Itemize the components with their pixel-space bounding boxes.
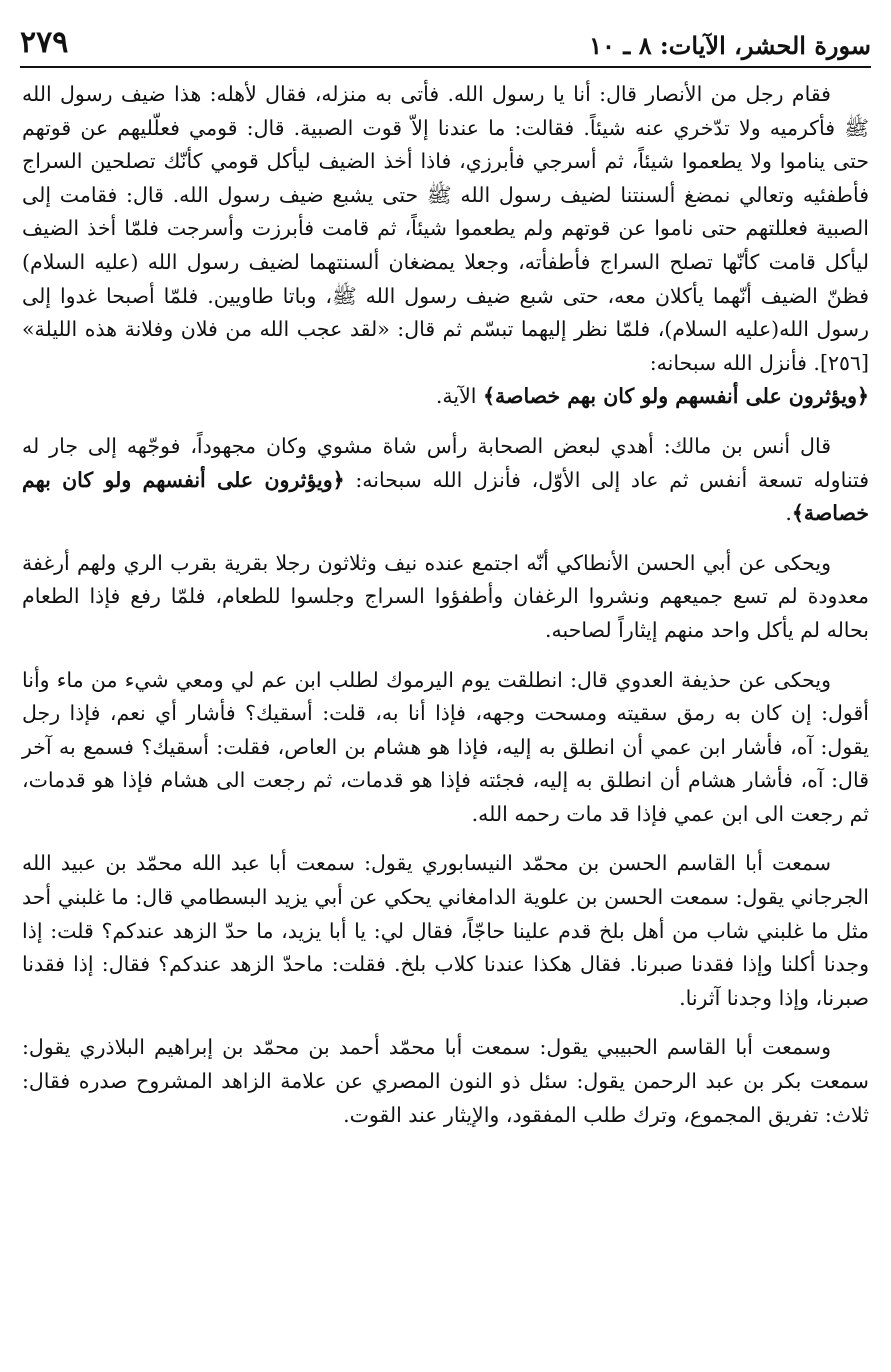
running-header — [20, 20, 871, 60]
paragraph-5 — [22, 847, 869, 1015]
paragraph-5-text: سمعت أبا القاسم الحسن بن محمّد النيسابوري يقول: سمعت أبا عبد الله محمّد بن عبيد الله الجرجاني يقول: سمعت الحسن بن علوية الدامغاني يحكي عن أبي يزيد البسطامي قال: ما غلبني أحد مثل ما غلبني شاب من أهل بلخ قدم علينا حاجّاً، فقال لي: يا أبا يزيد، ما حدّ الزهد عندكم؟ قلت: إذا وجدنا أكلنا وإذا فقدنا صبرنا. فقال هكذا عندنا كلاب بلخ. فقلت: ماحدّ الزهد عندكم؟ فقال: إذا فقدنا صبرنا، وإذا وجدنا آثرنا. — [22, 851, 869, 1010]
paragraph-3 — [22, 547, 869, 648]
page-number: ٢٧٩ — [20, 25, 69, 60]
paragraph-2-text: قال أنس بن مالك: أهدي لبعض الصحابة رأس شاة مشوي وكان مجهوداً، فوجّهه إلى جار له فتناوله تسعة أنفس ثم عاد إلى الأوّل، فأنزل الله سبحانه: — [22, 433, 870, 492]
paragraph-6-text: وسمعت أبا القاسم الحبيبي يقول: سمعت أبا محمّد أحمد بن محمّد بن إبراهيم البلاذري يقول: سمعت بكر بن عبد الرحمن يقول: سئل ذو النون المصري عن علامة الزاهد المشروح صدره فقال: ثلاث: تفريق المجموع، وترك طلب المفقود، والإيثار عند القوت. — [22, 1035, 869, 1127]
paragraph-4-text: ويحكى عن حذيفة العدوي قال: انطلقت يوم اليرموك لطلب ابن عم لي ومعي شيء من ماء وأنا أقول: إن كان به رمق سقيته ومسحت وجهه، فإذا أنا به، قلت: أسقيك؟ فأشار أي نعم، فإذا رجل يقول: آه، فأشار ابن عمي أن انطلق به إليه، فإذا هو هشام بن العاص، فقلت: أسقيك؟ فسمع به آخر قال: آه، فأشار هشام أن انطلق به إليه، فجئته فإذا هو قدمات، ثم رجعت الى هشام فإذا هو قدمات، ثم رجعت الى ابن عمي فإذا قد مات رحمه الله. — [22, 667, 869, 826]
paragraph-4 — [22, 664, 869, 832]
chapter-title: سورة الحشر، الآيات: ٨ ـ ١٠ — [589, 31, 871, 60]
header-rule — [20, 66, 871, 68]
paragraph-1-text: فقام رجل من الأنصار قال: أنا يا رسول الله. فأتى به منزله، فقال لأهله: هذا ضيف رسول الله ﷺ فأكرميه ولا تدّخري عنه شيئاً. فقالت: ما عندنا إلاّ قوت الصبية. قال: قومي فعلّليهم عن قوتهم حتى يناموا ولا يطعموا شيئاً، ثم أسرجي فأبرزي، فاذا أخذ الضيف ليأكل قومي كأنّك تصلحين السراج فأطفئيه وتعالي نمضغ ألسنتنا لضيف رسول الله ﷺ حتى يشبع ضيف رسول الله. قال: فقامت إلى الصبية فعللتهم حتى ناموا عن قوتهم ولم يطعموا شيئاً، ثم قامت فأبرزت وأسرجت فلمّا أخذ الضيف ليأكل قامت كأنّها تصلح السراج فأطفأته، وجعلا يمضغان ألسنتهما لضيف رسول الله (عليه السلام) فظنّ الضيف أنّهما يأكلان معه، حتى شبع ضيف رسول الله ﷺ، وباتا طاويين. فلمّا أصبحا غدوا إلى رسول الله(عليه السلام)، فلمّا نظر إليهما تبسّم ثم قال: «لقد عجب الله من فلان وفلانة هذه الليلة» [٢٥٦]. فأنزل الله سبحانه: — [22, 82, 869, 375]
paragraph-2-tail: . — [785, 501, 792, 526]
quran-verse-quote: ﴿ويؤثرون على أنفسهم ولو كان بهم خصاصة﴾ — [22, 467, 869, 526]
paragraph-3-text: ويحكى عن أبي الحسن الأنطاكي أنّه اجتمع عنده نيف وثلاثون رجلا بقرية بقرب الري ولهم أرغفة معدودة لم تسع جميعهم ونشروا الرغفان وأطفؤوا السراج وجلسوا للطعام، فلمّا رفع فإذا الطعام بحاله لم يأكل واحد منهم إيثاراً لصاحبه. — [22, 550, 869, 642]
paragraph-1-tail: الآية. — [435, 384, 484, 409]
paragraph-1 — [22, 78, 869, 414]
quran-verse-quote: ﴿ويؤثرون على أنفسهم ولو كان بهم خصاصة﴾ — [483, 384, 869, 409]
paragraph-6 — [22, 1031, 869, 1132]
page-body — [22, 78, 869, 1132]
paragraph-2 — [22, 430, 869, 531]
